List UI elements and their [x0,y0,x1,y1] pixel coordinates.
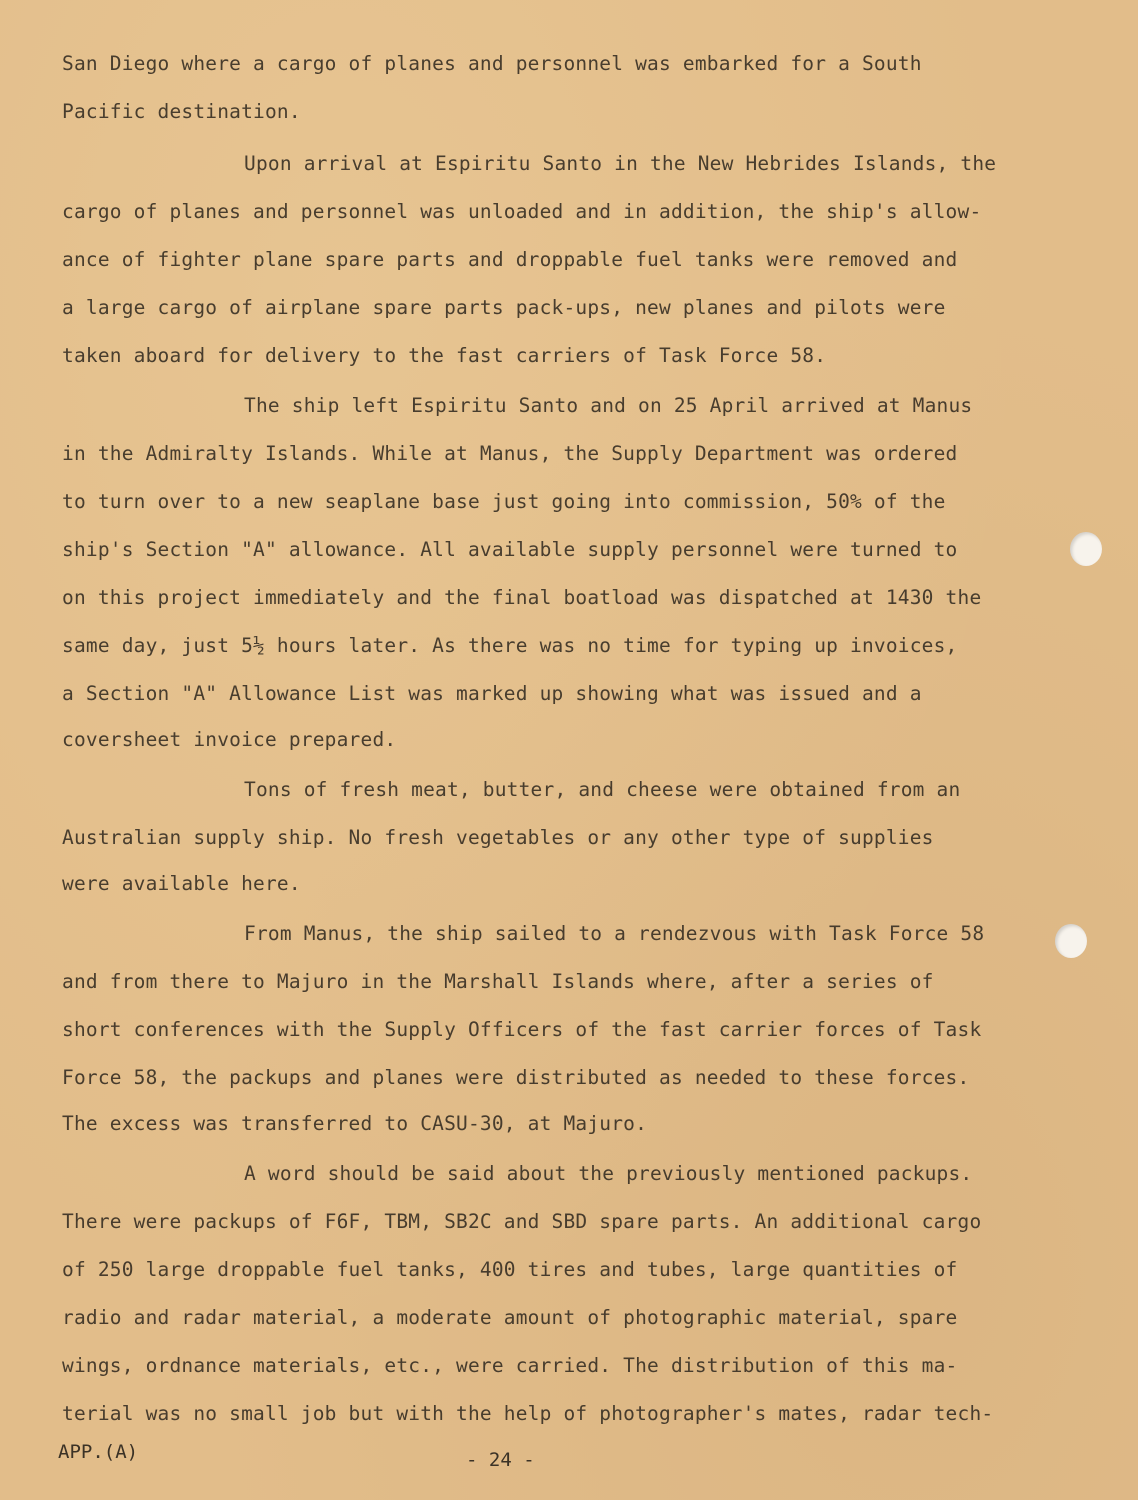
text-line: cargo of planes and personnel was unloaded and in addition, the ship's allow- [62,200,982,223]
text-line: of 250 large droppable fuel tanks, 400 tires and tubes, large quantities of [62,1258,958,1281]
text-line: were available here. [62,872,301,895]
page-number: - 24 - [466,1449,535,1471]
text-line: Pacific destination. [62,100,301,123]
paragraph-start-line: Tons of fresh meat, butter, and cheese were obtained from an [244,778,961,801]
text-line: San Diego where a cargo of planes and personnel was embarked for a South [62,52,922,75]
text-line: Force 58, the packups and planes were distributed as needed to these forces. [62,1066,970,1089]
paragraph-start-line: A word should be said about the previously mentioned packups. [244,1162,973,1185]
paragraph-start-line: Upon arrival at Espiritu Santo in the New Hebrides Islands, the [244,152,997,175]
appendix-label: APP.(A) [58,1441,139,1463]
text-line: Australian supply ship. No fresh vegetables or any other type of supplies [62,826,934,849]
punch-hole [1070,532,1102,566]
text-line: and from there to Majuro in the Marshall Islands where, after a series of [62,970,934,993]
text-line: on this project immediately and the final boatload was dispatched at 1430 the [62,586,982,609]
paragraph-start-line: From Manus, the ship sailed to a rendezvous with Task Force 58 [244,922,985,945]
text-line: wings, ordnance materials, etc., were carried. The distribution of this ma- [62,1354,958,1377]
text-line: to turn over to a new seaplane base just going into commission, 50% of the [62,490,946,513]
text-line: a large cargo of airplane spare parts pack-ups, new planes and pilots were [62,296,946,319]
text-line: radio and radar material, a moderate amount of photographic material, spare [62,1306,958,1329]
text-line: ship's Section "A" allowance. All available supply personnel were turned to [62,538,958,561]
text-line: same day, just 5½ hours later. As there was no time for typing up invoices, [62,634,958,657]
text-line: The excess was transferred to CASU-30, at Majuro. [62,1112,648,1135]
paragraph-start-line: The ship left Espiritu Santo and on 25 April arrived at Manus [244,394,973,417]
text-line: a Section "A" Allowance List was marked up showing what was issued and a [62,682,922,705]
text-line: coversheet invoice prepared. [62,728,397,751]
text-line: short conferences with the Supply Officers of the fast carrier forces of Task [62,1018,982,1041]
punch-hole [1055,924,1087,958]
text-line: terial was no small job but with the help of photographer's mates, radar tech- [62,1402,994,1425]
text-line: ance of fighter plane spare parts and droppable fuel tanks were removed and [62,248,958,271]
text-line: in the Admiralty Islands. While at Manus, the Supply Department was ordered [62,442,958,465]
text-line: There were packups of F6F, TBM, SB2C and SBD spare parts. An additional cargo [62,1210,982,1233]
text-line: taken aboard for delivery to the fast carriers of Task Force 58. [62,344,827,367]
